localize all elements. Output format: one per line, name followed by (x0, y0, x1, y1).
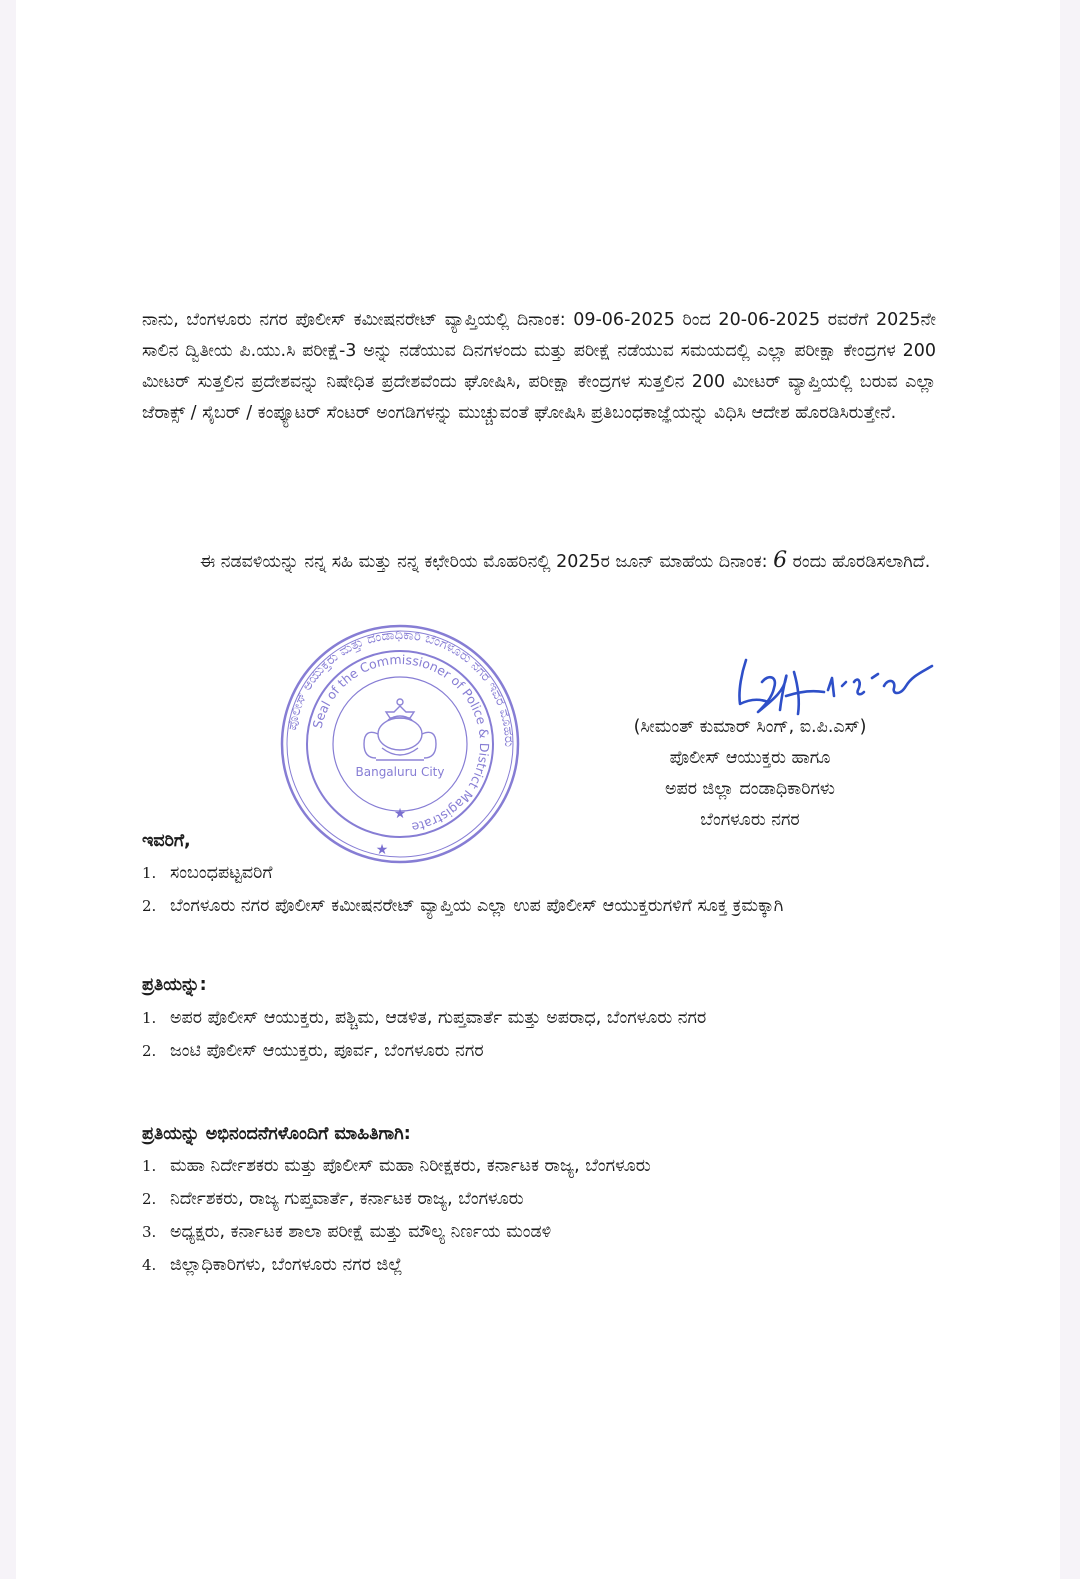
handwritten-day: 6 (773, 548, 788, 573)
list-number: 2. (142, 1042, 157, 1060)
signatory-block (560, 712, 940, 836)
copy-heading: ಪ್ರತಿಯನ್ನು: (142, 975, 207, 995)
list-number: 2. (142, 897, 157, 915)
info-list (142, 1151, 936, 1283)
star-icon: ★ (375, 842, 389, 858)
to-list (142, 858, 936, 924)
list-text: ಜಂಟಿ ಪೊಲೀಸ್ ಆಯುಕ್ತರು, ಪೂರ್ವ, ಬೆಂಗಳೂರು ನಗರ (170, 1041, 484, 1061)
list-item (142, 1217, 936, 1247)
list-item (142, 1184, 936, 1214)
list-item (142, 1036, 936, 1066)
list-text: ನಿರ್ದೇಶಕರು, ರಾಜ್ಯ ಗುಪ್ತವಾರ್ತೆ, ಕರ್ನಾಟಕ ರಾಜ್ಯ, ಬೆಂಗಳೂರು (170, 1189, 524, 1209)
signatory-place: ಬೆಂಗಳೂರು ನಗರ (700, 810, 800, 830)
list-text: ಸಂಬಂಧಪಟ್ಟವರಿಗೆ (170, 863, 273, 883)
list-text: ಮಹಾ ನಿರ್ದೇಶಕರು ಮತ್ತು ಪೊಲೀಸ್ ಮಹಾ ನಿರೀಕ್ಷಕರು, ಕರ್ನಾಟಕ ರಾಜ್ಯ, ಬೆಂಗಳೂರು (170, 1156, 651, 1176)
list-number: 3. (142, 1223, 157, 1241)
copy-list (142, 1003, 936, 1069)
list-item (142, 1151, 936, 1181)
signatory-designation-2: ಅಪರ ಜಿಲ್ಲಾ ದಂಡಾಧಿಕಾರಿಗಳು (664, 779, 835, 799)
list-item (142, 1003, 936, 1033)
to-heading: ಇವರಿಗೆ, (142, 831, 191, 851)
issue-paragraph (142, 545, 936, 578)
list-text: ಅಪರ ಪೊಲೀಸ್ ಆಯುಕ್ತರು, ಪಶ್ಚಿಮ, ಆಡಳಿತ, ಗುಪ್ತವಾರ್ತೆ ಮತ್ತು ಅಪರಾಧ, ಬೆಂಗಳೂರು ನಗರ (170, 1008, 707, 1028)
list-number: 1. (142, 1009, 157, 1027)
list-text: ಅಧ್ಯಕ್ಷರು, ಕರ್ನಾಟಕ ಶಾಲಾ ಪರೀಕ್ಷೆ ಮತ್ತು ಮೌಲ್ಯ ನಿರ್ಣಯ ಮಂಡಳಿ (170, 1222, 552, 1242)
signatory-designation-1: ಪೊಲೀಸ್ ಆಯುಕ್ತರು ಹಾಗೂ (669, 748, 831, 768)
official-seal (278, 622, 522, 866)
seal-city: Bangaluru City (355, 765, 445, 779)
info-heading: ಪ್ರತಿಯನ್ನು ಅಭಿನಂದನೆಗಳೊಂದಿಗೆ ಮಾಹಿತಿಗಾಗಿ: (142, 1124, 411, 1144)
list-item (142, 1250, 936, 1280)
issue-paragraph-tail: ರಂದು ಹೊರಡಿಸಲಾಗಿದೆ. (787, 552, 931, 572)
seal-outer-text: ಪೊಲೀಸ್ ಆಯುಕ್ತರು ಮತ್ತು ದಂಡಾಧಿಕಾರಿ ಬೆಂಗಳೂರು ನಗರ ಇವರ ಮೊಹರು (284, 627, 517, 748)
list-number: 4. (142, 1256, 157, 1274)
list-item (142, 891, 936, 921)
signatory-name: (ಸೀಮಂತ್ ಕುಮಾರ್ ಸಿಂಗ್, ಐ.ಪಿ.ಎಸ್) (633, 717, 867, 737)
order-paragraph: ನಾನು, ಬೆಂಗಳೂರು ನಗರ ಪೊಲೀಸ್ ಕಮೀಷನರೇಟ್ ವ್ಯಾಪ್ತಿಯಲ್ಲಿ ದಿನಾಂಕ: 09-06-2025 ರಿಂದ 20-06-2025 ರವರೆಗೆ 2025ನೇ ಸಾಲಿನ ದ್ವಿತೀಯ ಪಿ.ಯು.ಸಿ ಪರೀಕ್ಷೆ-3 ಅನ್ನು ನಡೆಯುವ ದಿನಗಳಂದು ಮತ್ತು ಪರೀಕ್ಷೆ ನಡೆಯುವ ಸಮಯದಲ್ಲಿ ಎಲ್ಲಾ ಪರೀಕ್ಷಾ ಕೇಂದ್ರಗಳ 200 ಮೀಟರ್ ಸುತ್ತಲಿನ ಪ್ರದೇಶವನ್ನು ನಿಷೇಧಿತ ಪ್ರದೇಶವೆಂದು ಘೋಷಿಸಿ, ಪರೀಕ್ಷಾ ಕೇಂದ್ರಗಳ ಸುತ್ತಲಿನ 200 ಮೀಟರ್ ವ್ಯಾಪ್ತಿಯಲ್ಲಿ ಬರುವ ಎಲ್ಲಾ ಜೆರಾಕ್ಸ್ / ಸೈಬರ್ / ಕಂಪ್ಯೂಟರ್ ಸೆಂಟರ್ ಅಂಗಡಿಗಳನ್ನು ಮುಚ್ಚುವಂತೆ ಘೋಷಿಸಿ ಪ್ರತಿಬಂಧಕಾಜ್ಞೆಯನ್ನು ವಿಧಿಸಿ ಆದೇಶ ಹೊರಡಿಸಿರುತ್ತೇನೆ. (142, 310, 936, 423)
emblem-icon (364, 699, 436, 760)
list-item (142, 858, 936, 888)
list-number: 1. (142, 864, 157, 882)
list-text: ಬೆಂಗಳೂರು ನಗರ ಪೊಲೀಸ್ ಕಮೀಷನರೇಟ್ ವ್ಯಾಪ್ತಿಯ ಎಲ್ಲಾ ಉಪ ಪೊಲೀಸ್ ಆಯುಕ್ತರುಗಳಿಗೆ ಸೂಕ್ತ ಕ್ರಮಕ್ಕಾಗಿ (170, 896, 784, 916)
list-number: 1. (142, 1157, 157, 1175)
issue-paragraph-text: ಈ ನಡವಳಿಯನ್ನು ನನ್ನ ಸಹಿ ಮತ್ತು ನನ್ನ ಕಛೇರಿಯ ಮೊಹರಿನಲ್ಲಿ 2025ರ ಜೂನ್ ಮಾಹೆಯ ದಿನಾಂಕ: (200, 552, 774, 572)
list-text: ಜಿಲ್ಲಾಧಿಕಾರಿಗಳು, ಬೆಂಗಳೂರು ನಗರ ಜಿಲ್ಲೆ (170, 1255, 403, 1275)
star-icon: ★ (393, 806, 407, 822)
seal-inner-text: Seal of the Commissioner of Police & District Magistrate (309, 651, 493, 836)
list-number: 2. (142, 1190, 157, 1208)
